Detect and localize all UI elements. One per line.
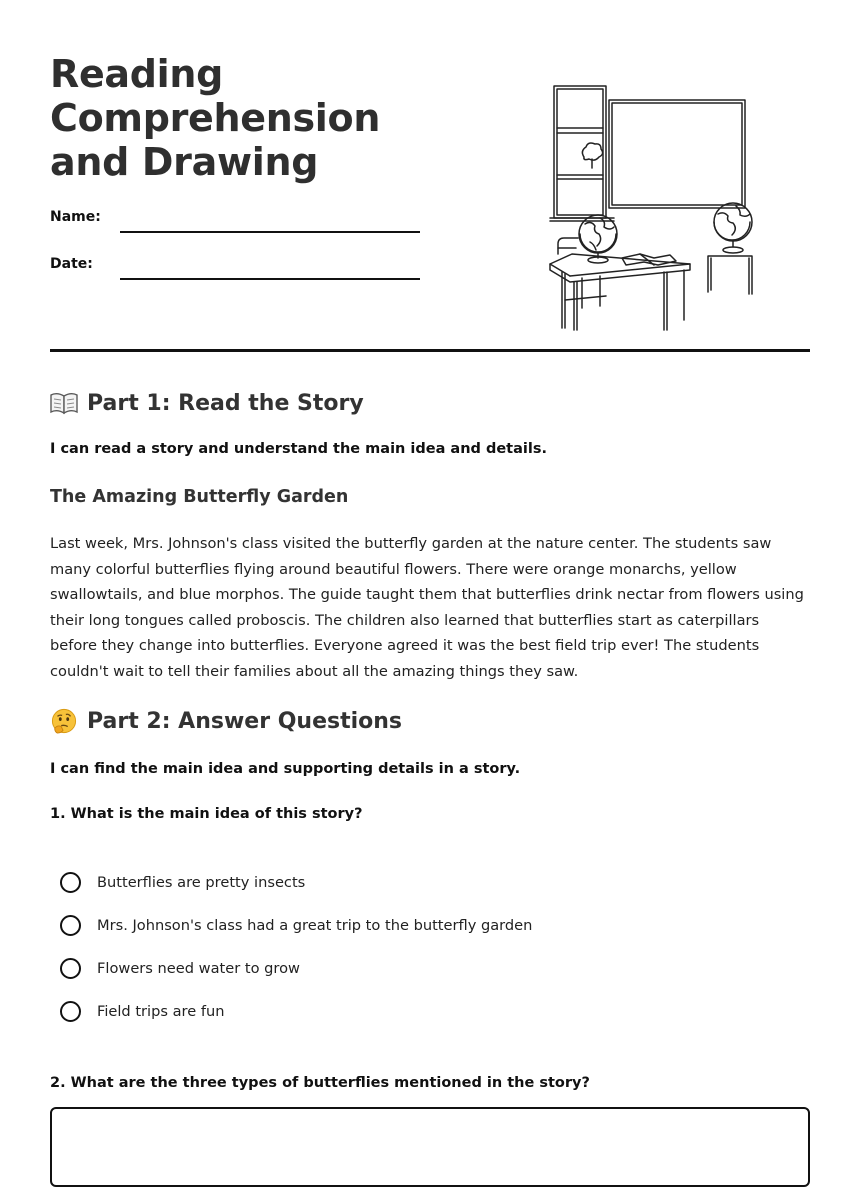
radio-button[interactable] [60, 915, 81, 936]
part1-heading [50, 390, 364, 416]
option-label: Butterflies are pretty insects [97, 873, 306, 891]
q1-option-3[interactable] [60, 955, 300, 981]
part1-goal: I can read a story and understand the main idea and details. [50, 441, 547, 457]
story-title: The Amazing Butterfly Garden [50, 487, 349, 507]
q1-option-1[interactable] [60, 869, 305, 895]
part2-goal: I can find the main idea and supporting details in a story. [50, 761, 521, 777]
part2-title: Part 2: Answer Questions [87, 708, 403, 734]
name-write-line[interactable] [120, 231, 420, 233]
open-book-icon [50, 390, 78, 416]
question-1: 1. What is the main idea of this story? [50, 806, 363, 822]
worksheet-header [50, 0, 810, 352]
story-text: Last week, Mrs. Johnson's class visited the butterfly garden at the nature center. The students saw many colorful butterflies flying around beautiful flowers. There were orange monarchs, yellow swallowtails, and blue morphos. The guide taught them that butterflies drink nectar from flowers using their long tongues called proboscis. The children also learned that butterflies start as caterpillars before they change into butterflies. Everyone agreed it was the best field trip ever! The students couldn't wait to tell their families about all the amazing things they saw. [50, 535, 804, 680]
date-label: Date: [50, 256, 93, 272]
worksheet-page [50, 0, 810, 1161]
option-label: Field trips are fun [97, 1002, 225, 1020]
thinking-face-icon [50, 708, 78, 734]
option-label: Mrs. Johnson's class had a great trip to the butterfly garden [97, 916, 533, 934]
question-2: 2. What are the three types of butterflies mentioned in the story? [50, 1075, 590, 1091]
q1-option-2[interactable] [60, 912, 532, 938]
option-label: Flowers need water to grow [97, 959, 300, 977]
header-divider [50, 349, 810, 352]
date-write-line[interactable] [120, 278, 420, 280]
name-field[interactable] [50, 209, 430, 239]
radio-button[interactable] [60, 1001, 81, 1022]
q2-answer-box[interactable] [50, 1107, 810, 1187]
part1-title: Part 1: Read the Story [87, 390, 364, 416]
part2-heading [50, 708, 402, 734]
date-field[interactable] [50, 256, 430, 286]
name-label: Name: [50, 209, 101, 225]
classroom-illustration [548, 82, 758, 334]
worksheet-title: Reading Comprehension and Drawing [50, 52, 381, 184]
q1-option-4[interactable] [60, 998, 224, 1024]
radio-button[interactable] [60, 872, 81, 893]
radio-button[interactable] [60, 958, 81, 979]
